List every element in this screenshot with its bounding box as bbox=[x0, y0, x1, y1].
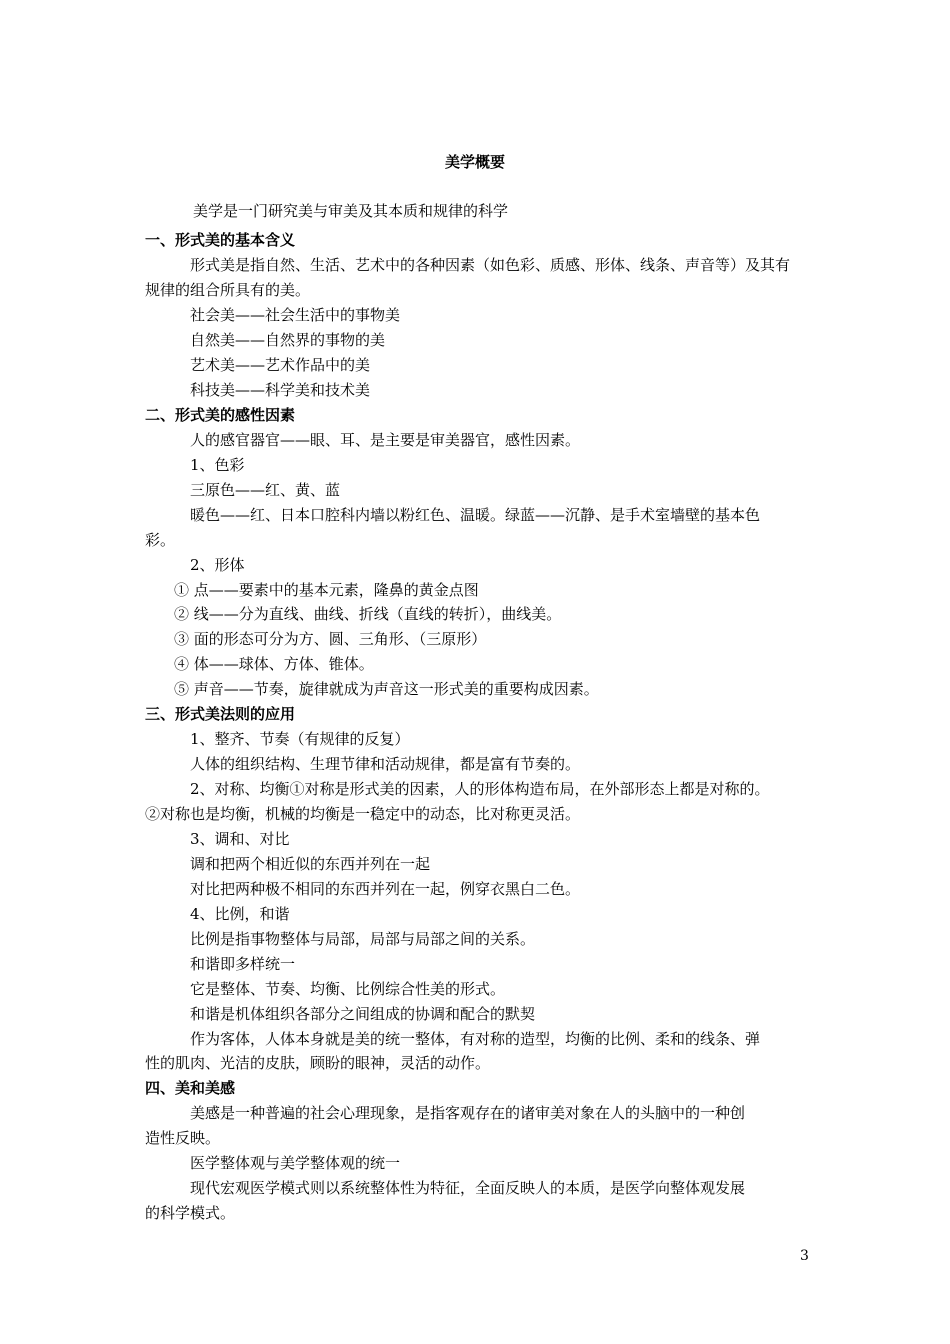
body-line: 对比把两种极不相同的东西并列在一起，例穿衣黑白二色。 bbox=[190, 880, 581, 898]
body-line: 自然美——自然界的事物的美 bbox=[190, 331, 386, 349]
body-line: 比例是指事物整体与局部，局部与局部之间的关系。 bbox=[190, 930, 536, 948]
body-line: 3、调和、对比 bbox=[190, 830, 290, 848]
body-line: ② 线——分为直线、曲线、折线（直线的转折），曲线美。 bbox=[174, 605, 562, 623]
body-line: 规律的组合所具有的美。 bbox=[145, 281, 311, 299]
body-line: ④ 体——球体、方体、锥体。 bbox=[174, 655, 374, 673]
body-line: 和谐即多样统一 bbox=[190, 955, 296, 973]
page-title: 美学概要 bbox=[444, 153, 505, 171]
section-heading: 三、形式美法则的应用 bbox=[145, 705, 296, 723]
body-line: 调和把两个相近似的东西并列在一起 bbox=[190, 855, 431, 873]
body-line: ②对称也是均衡，机械的均衡是一稳定中的动态，比对称更灵活。 bbox=[145, 805, 581, 823]
body-line: 彩。 bbox=[145, 531, 176, 549]
body-line: 4、比例，和谐 bbox=[190, 905, 290, 923]
subtitle: 美学是一门研究美与审美及其本质和规律的科学 bbox=[193, 202, 509, 220]
page-number: 3 bbox=[800, 1248, 809, 1264]
body-line: 2、形体 bbox=[190, 556, 245, 574]
body-line: 科技美——科学美和技术美 bbox=[190, 381, 371, 399]
body-line: 暖色——红、日本口腔科内墙以粉红色、温暖。绿蓝——沉静、是手术室墙壁的基本色 bbox=[190, 506, 761, 524]
body-line: 美感是一种普遍的社会心理现象，是指客观存在的诸审美对象在人的头脑中的一种创 bbox=[190, 1104, 746, 1122]
body-line: 艺术美——艺术作品中的美 bbox=[190, 356, 371, 374]
body-line: 2、对称、均衡①对称是形式美的因素，人的形体构造布局，在外部形态上都是对称的。 bbox=[190, 780, 770, 798]
body-line: 三原色——红、黄、蓝 bbox=[190, 481, 341, 499]
body-line: 的科学模式。 bbox=[145, 1204, 236, 1222]
body-line: 现代宏观医学模式则以系统整体性为特征，全面反映人的本质，是医学向整体观发展 bbox=[190, 1179, 746, 1197]
body-line: 形式美是指自然、生活、艺术中的各种因素（如色彩、质感、形体、线条、声音等）及其有 bbox=[190, 256, 791, 274]
section-heading: 一、形式美的基本含义 bbox=[145, 231, 296, 249]
body-line: 人的感官器官——眼、耳、是主要是审美器官，感性因素。 bbox=[190, 431, 581, 449]
body-line: ⑤ 声音——节奏，旋律就成为声音这一形式美的重要构成因素。 bbox=[174, 680, 599, 698]
body-line: 1、色彩 bbox=[190, 456, 245, 474]
body-line: 和谐是机体组织各部分之间组成的协调和配合的默契 bbox=[190, 1005, 536, 1023]
body-line: 1、整齐、节奏（有规律的反复） bbox=[190, 730, 410, 748]
section-heading: 四、美和美感 bbox=[145, 1079, 236, 1097]
body-line: 作为客体，人体本身就是美的统一整体，有对称的造型，均衡的比例、柔和的线条、弹 bbox=[190, 1030, 761, 1048]
section-heading: 二、形式美的感性因素 bbox=[145, 406, 296, 424]
body-line: 它是整体、节奏、均衡、比例综合性美的形式。 bbox=[190, 980, 506, 998]
body-line: ① 点——要素中的基本元素，隆鼻的黄金点图 bbox=[174, 581, 479, 599]
body-line: 性的肌肉、光洁的皮肤，顾盼的眼神，灵活的动作。 bbox=[145, 1054, 491, 1072]
body-line: 造性反映。 bbox=[145, 1129, 221, 1147]
body-line: 人体的组织结构、生理节律和活动规律，都是富有节奏的。 bbox=[190, 755, 581, 773]
body-line: ③ 面的形态可分为方、圆、三角形、（三原形） bbox=[174, 630, 487, 648]
body-line: 社会美——社会生活中的事物美 bbox=[190, 306, 401, 324]
body-line: 医学整体观与美学整体观的统一 bbox=[190, 1154, 401, 1172]
